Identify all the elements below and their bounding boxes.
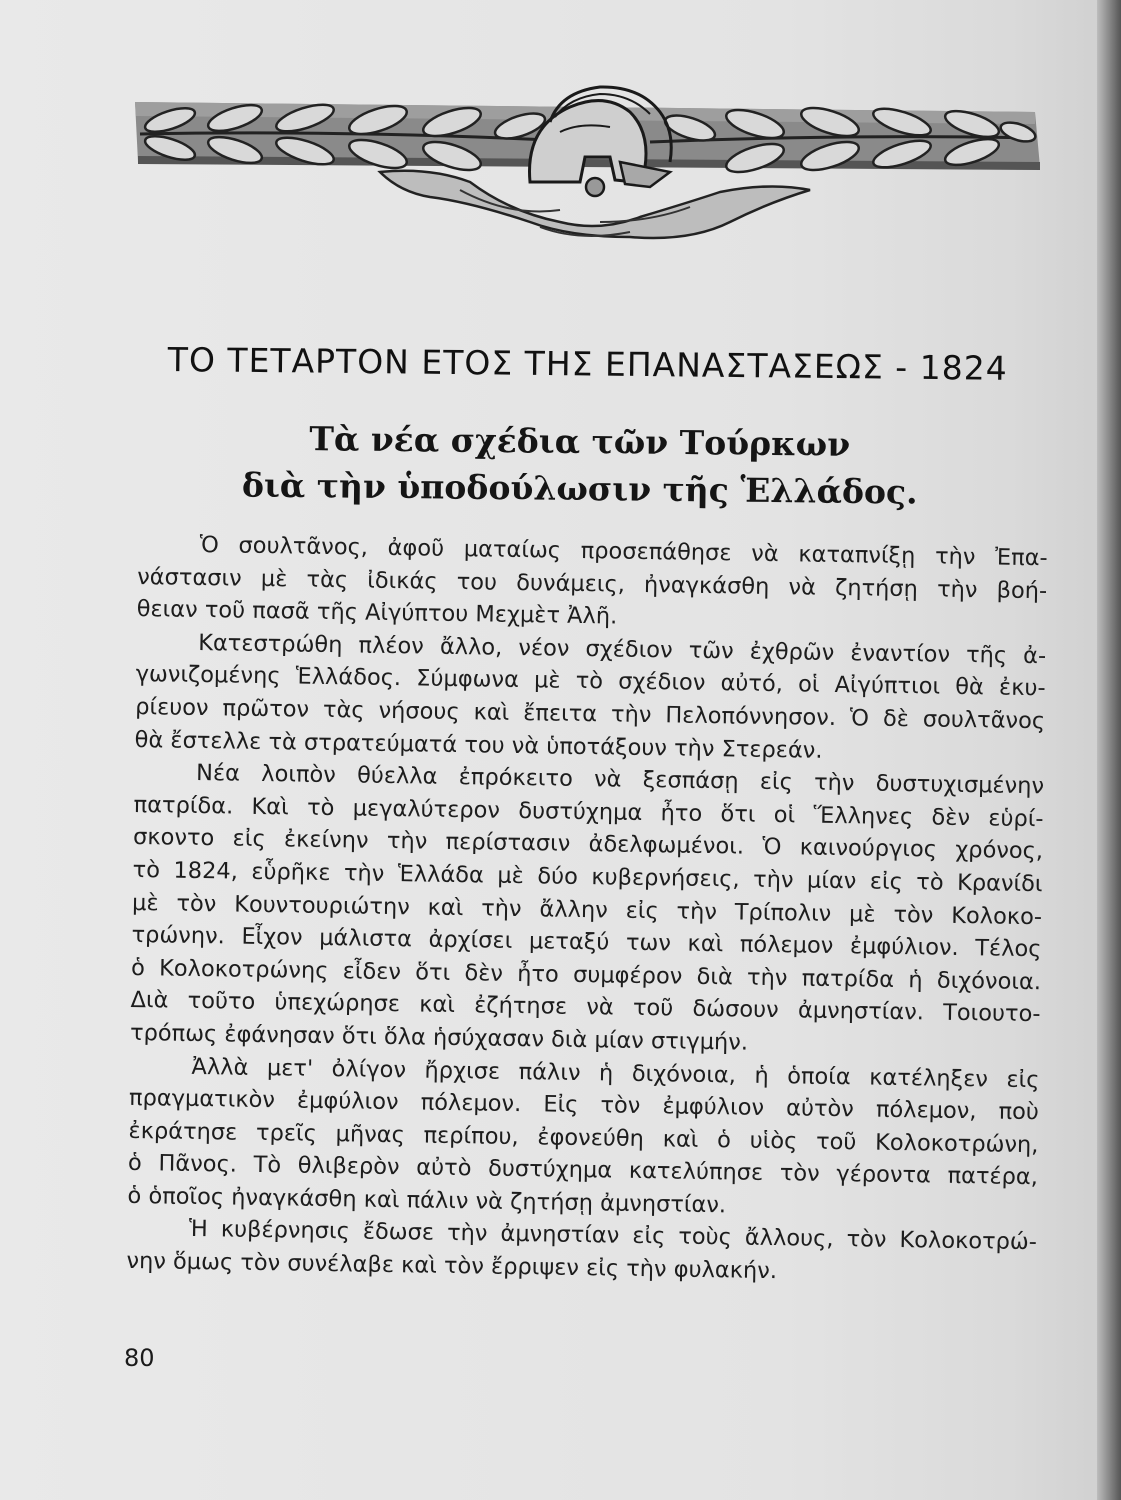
text-line: Ἡ κυβέρνησις ἔδωσε τὴν ἀμνηστίαν εἰς τοὺς ἄλλους, τὸν Κολοκοτρώ-	[188, 1216, 1038, 1256]
text-line: Διὰ τοῦτο ὑπεχώρησε καὶ ἐζήτησε νὰ τοῦ δώσουν ἀμνηστίαν. Τοιουτο-	[130, 987, 1041, 1028]
text-line: γωνιζομένης Ἑλλάδος. Σύμφωνα μὲ τὸ σχέδιον αὐτό, οἱ Αἰγύπτιοι θὰ ἐκυ-	[135, 661, 1046, 702]
book-edge-shadow	[1097, 0, 1121, 1500]
text-line: τρόπως ἐφάνησαν ὅτι ὅλα ἡσύχασαν διὰ μίαν στιγμήν.	[129, 1019, 749, 1056]
text-line: ἐκράτησε τρεῖς μῆνας περίπου, ἐφονεύθη καὶ ὁ υἱὸς τοῦ Κολοκοτρώνη,	[128, 1117, 1039, 1158]
text-line: θὰ ἔστελλε τὰ στρατεύματά του νὰ ὑποτάξουν τὴν Στερεάν.	[134, 726, 823, 764]
subtitle-line-1: Τὰ νέα σχέδια τῶν Τούρκων	[309, 419, 851, 464]
text-line: ὁ ὁποῖος ἠναγκάσθη καὶ πάλιν νὰ ζητήσῃ ἀμνηστίαν.	[127, 1182, 727, 1219]
text-line: πατρίδα. Καὶ τὸ μεγαλύτερον δυστύχημα ἦτο ὅτι οἱ Ἕλληνες δὲν εὑρί-	[133, 791, 1044, 833]
text-line: νάστασιν μὲ τὰς ἰδικάς του δυνάμεις, ἠναγκάσθη νὰ ζητήσῃ τὴν βοή-	[137, 563, 1048, 604]
subtitle-line-2: διὰ τὴν ὑποδούλωσιν τῆς Ἑλλάδος.	[241, 465, 918, 512]
page-number: 80	[124, 1344, 155, 1372]
text-line: Ἀλλὰ μετ' ὀλίγον ἤρχισε πάλιν ἡ διχόνοια, ἡ ὁποία κατέληξεν εἰς	[191, 1053, 1040, 1093]
text-line: σκοντο εἰς ἐκείνην τὴν περίστασιν ἀδελφωμένοι. Ὁ καινούργιος χρόνος,	[132, 824, 1044, 865]
body-text	[126, 528, 1048, 1292]
text-line: πραγματικὸν ἐμφύλιον πόλεμον. Εἰς τὸν ἐμφύλιον αὐτὸν πόλεμον, ποὺ	[128, 1085, 1040, 1126]
chapter-title: ΤΟ ΤΕΤΑΡΤΟΝ ΕΤΟΣ ΤΗΣ ΕΠΑΝΑΣΤΑΣΕΩΣ - 1824	[167, 340, 1008, 388]
helmet-laurel-ornament	[130, 72, 1045, 247]
text-line: νην ὅμως τὸν συνέλαβε καὶ τὸν ἔρριψεν εἰς τὴν φυλακήν.	[126, 1247, 778, 1285]
text-line: θειαν τοῦ πασᾶ τῆς Αἰγύπτου Μεχμὲτ Ἀλῆ.	[136, 596, 618, 630]
text-line: ὁ Πᾶνος. Τὸ θλιβερὸν αὐτὸ δυστύχημα κατελύπησε τὸν γέροντα πατέρα,	[127, 1150, 1039, 1191]
text-line: ὁ Κολοκοτρώνης εἶδεν ὅτι δὲν ἦτο συμφέρον διὰ τὴν πατρίδα ἡ διχόνοια.	[130, 954, 1042, 995]
text-line: τὸ 1824, εὗρῆκε τὴν Ἑλλάδα μὲ δύο κυβερνήσεις, τὴν μίαν εἰς τὸ Κρανίδι	[132, 856, 1043, 898]
text-line: Ὁ σουλτᾶνος, ἀφοῦ ματαίως προσεπάθησε νὰ καταπνίξῃ τὴν Ἐπα-	[199, 531, 1048, 572]
text-line: μὲ τὸν Κουντουριώτην καὶ τὴν ἄλλην εἰς τὴν Τρίπολιν μὲ τὸν Κολοκο-	[131, 889, 1043, 930]
text-line: ρίευον πρῶτον τὰς νήσους καὶ ἔπειτα τὴν Πελοπόννησον. Ὁ δὲ σουλτᾶνος	[134, 693, 1046, 735]
text-line: Νέα λοιπὸν θύελλα ἐπρόκειτο νὰ ξεσπάσῃ εἰς τὴν δυστυχισμένην	[195, 760, 1045, 800]
text-line: τρώνην. Εἶχον μάλιστα ἀρχίσει μεταξύ των καὶ πόλεμον ἐμφύλιον. Τέλος	[131, 922, 1042, 963]
text-line: Κατεστρώθη πλέον ἄλλο, νέον σχέδιον τῶν ἐχθρῶν ἐναντίον τῆς ἀ-	[198, 629, 1047, 670]
